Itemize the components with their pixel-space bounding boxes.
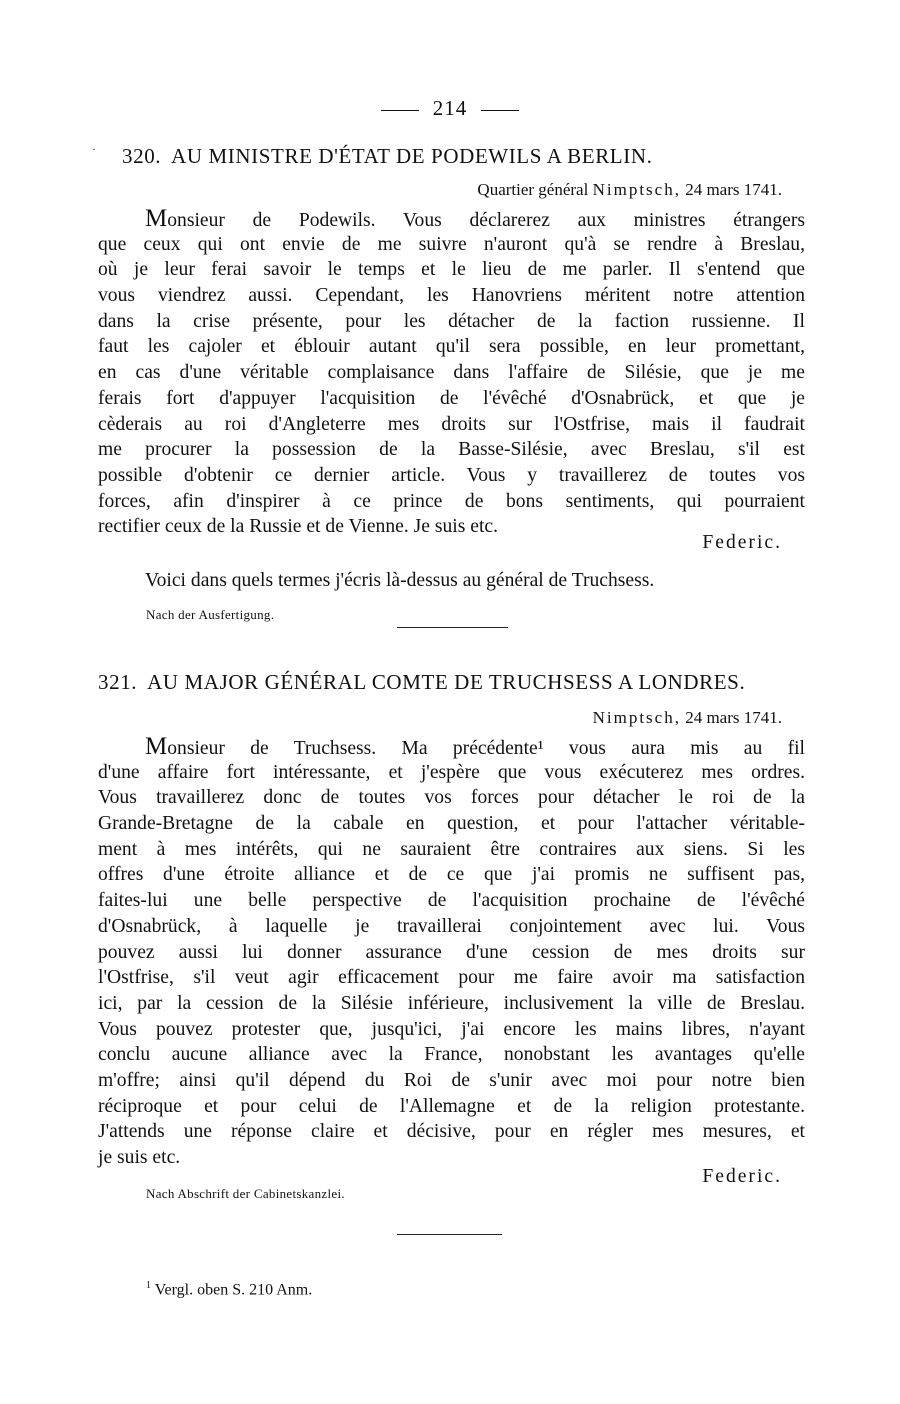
letter-321-signature: Federic.: [702, 1166, 782, 1187]
body-line: je suis etc.: [98, 1147, 181, 1168]
body-line: faites-lui une belle perspective de l'acquisition prochaine de l'évêché: [98, 890, 805, 912]
dateline-place: Nimptsch,: [592, 180, 681, 199]
body-line: réciproque et pour celui de l'Allemagne et de la religion protestante.: [98, 1095, 805, 1117]
dateline-place: Nimptsch,: [592, 708, 681, 727]
body-line: ferais fort d'appuyer l'acquisition de l'évêché d'Osnabrück, et que je: [98, 387, 805, 409]
body-line: pouvez aussi lui donner assurance d'une cession de mes droits sur: [98, 941, 805, 963]
body-line: conclu aucune alliance avec la France, nonobstant les avantages qu'elle: [98, 1044, 805, 1066]
body-line: en cas d'une véritable complaisance dans l'affaire de Silésie, que je me: [98, 362, 805, 384]
footnote-mark: 1: [146, 1280, 151, 1291]
body-line: me procurer la possession de la Basse-Silésie, avec Breslau, s'il est: [98, 439, 805, 461]
body-line: où je leur ferai savoir le temps et le lieu de me parler. Il s'entend que: [98, 259, 805, 281]
letter-321-title: AU MAJOR GÉNÉRAL COMTE DE TRUCHSESS A LONDRES.: [147, 670, 746, 694]
letter-320-title: AU MINISTRE D'ÉTAT DE PODEWILS A BERLIN.: [171, 144, 653, 168]
body-line: faut les cajoler et éblouir autant qu'il sera possible, en leur promettant,: [98, 336, 805, 358]
footnote-text: Vergl. oben S. 210 Anm.: [154, 1281, 313, 1299]
postscript-line: Voici dans quels termes j'écris là-dessus au général de Truchsess.: [145, 570, 655, 591]
letter-321-dateline: [593, 708, 782, 728]
body-line: dans la crise présente, pour les détacher de la faction russienne. Il: [98, 310, 805, 332]
footnote-divider: [397, 1234, 502, 1235]
body-line: ment à mes intérêts, qui ne sauraient être contraires aux siens. Si les: [98, 838, 805, 860]
letter-320-body: [98, 206, 805, 540]
body-line: J'attends une réponse claire et décisive, pour en régler mes mesures, et: [98, 1121, 805, 1143]
dateline-date: 24 mars 1741.: [685, 180, 782, 199]
body-line: Monsieur de Truchsess. Ma précédente¹ vous aura mis au fil: [145, 733, 805, 760]
body-line: offres d'une étroite alliance et de ce que j'ai promis ne suffisent pas,: [98, 864, 805, 886]
letter-321-body: [98, 734, 805, 1171]
body-line: Vous travaillerez donc de toutes vos forces pour détacher le roi de la: [98, 787, 805, 809]
dateline-prefix: Quartier général: [477, 180, 589, 199]
letter-321-source: Nach Abschrift der Cabinetskanzlei.: [146, 1186, 345, 1201]
letter-320-dateline: [477, 180, 782, 200]
page-number: [0, 96, 900, 121]
letter-321-heading: [98, 670, 808, 695]
body-line: Vous pouvez protester que, jusqu'ici, j'ai encore les mains libres, n'ayant: [98, 1018, 805, 1040]
letter-320-postscript: [98, 568, 805, 594]
letter-320-heading: [92, 142, 808, 169]
body-line: possible d'obtenir ce dernier article. Vous y travaillerez de toutes vos: [98, 464, 805, 486]
body-line: forces, afin d'inspirer à ce prince de bons sentiments, qui pourraient: [98, 490, 805, 512]
body-line: l'Ostfrise, s'il veut agir efficacement pour me faire avoir ma satisfaction: [98, 967, 805, 989]
dateline-date: 24 mars 1741.: [685, 708, 782, 727]
section-divider: [397, 627, 508, 628]
body-line: d'une affaire fort intéressante, et j'espère que vous exécuterez mes ordres.: [98, 761, 805, 783]
page-number-dash-right: [481, 110, 519, 111]
body-line: que ceux qui ont envie de me suivre n'auront qu'à se rendre à Breslau,: [98, 233, 805, 255]
stray-mark: ·: [92, 142, 97, 156]
letter-320-signature: Federic.: [702, 532, 782, 553]
body-line: rectifier ceux de la Russie et de Vienne. Je suis etc.: [98, 516, 498, 538]
letter-320-source: Nach der Ausfertigung.: [146, 607, 275, 622]
page-number-dash-left: [381, 110, 419, 111]
letter-321-number: 321.: [98, 670, 138, 694]
page-number-text: 214: [432, 96, 468, 120]
body-line: ici, par la cession de la Silésie inférieure, inclusivement la ville de Breslau.: [98, 992, 805, 1014]
body-line: vous viendrez aussi. Cependant, les Hanovriens méritent notre attention: [98, 285, 805, 307]
letter-320-number: 320.: [122, 144, 162, 168]
body-line: m'offre; ainsi qu'il dépend du Roi de s'unir avec moi pour notre bien: [98, 1069, 805, 1091]
body-line: d'Osnabrück, à laquelle je travaillerai conjointement avec lui. Vous: [98, 915, 805, 937]
body-line: Grande-Bretagne de la cabale en question, et pour l'attacher véritable-: [98, 813, 805, 835]
body-line: Monsieur de Podewils. Vous déclarerez aux ministres étrangers: [145, 205, 805, 232]
footnote: [146, 1280, 312, 1299]
body-line: cèderais au roi d'Angleterre mes droits sur l'Ostfrise, mais il faudrait: [98, 413, 805, 435]
